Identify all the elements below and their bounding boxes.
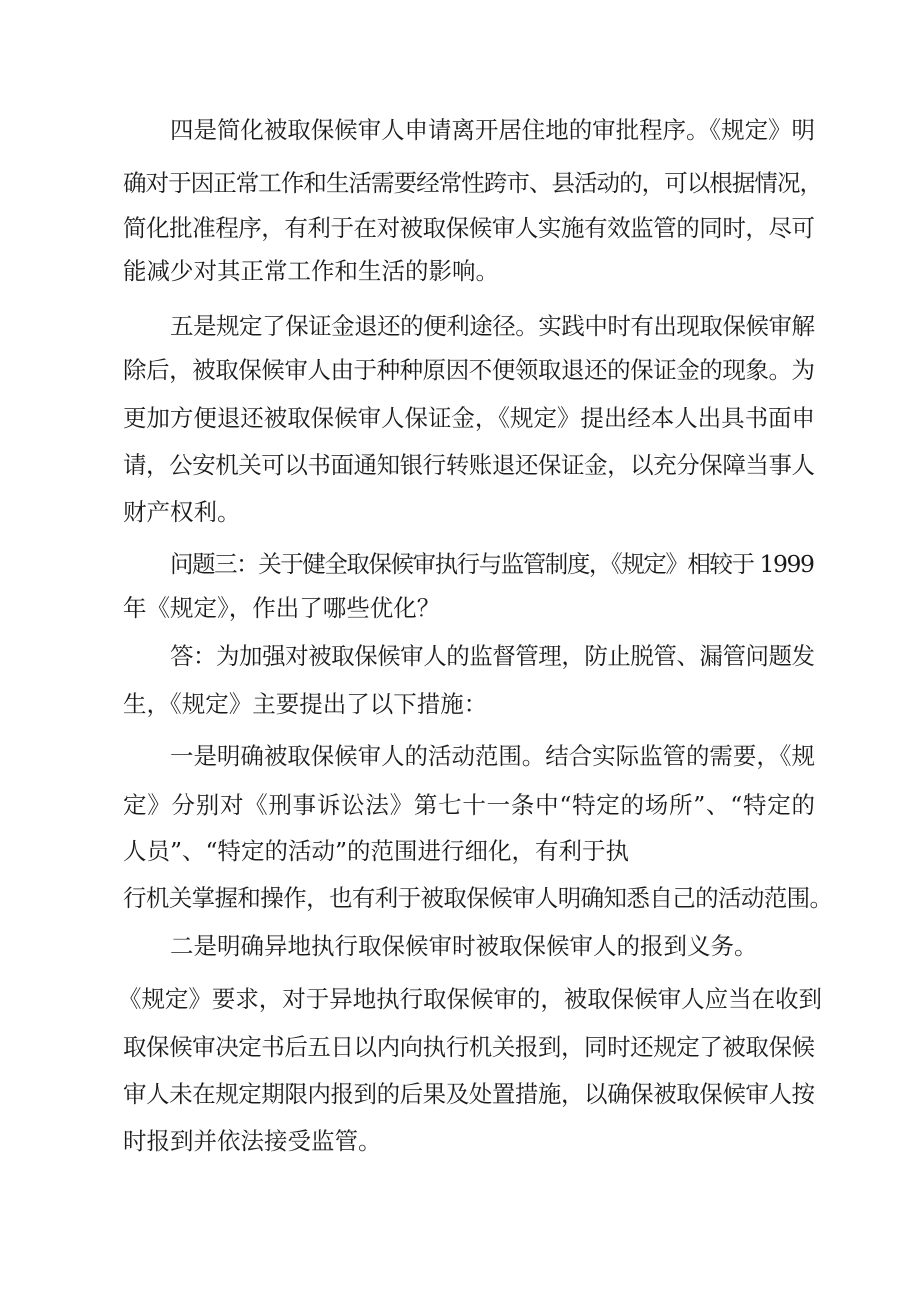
text-line: 时报到并依法接受监管。: [123, 1127, 382, 1155]
text-line: 二是明确异地执行取保候审时被取保候审人的报到义务。: [170, 932, 758, 960]
text-line: 答：为加强对被取保候审人的监督管理，防止脱管、漏管问题发: [170, 642, 815, 670]
text-line: 四是简化被取保候审人申请离开居住地的审批程序。《规定》明: [170, 116, 815, 144]
text-line: 五是规定了保证金退还的便利途径。实践中时有出现取保候审解: [170, 312, 815, 340]
text-line: 更加方便退还被取保候审人保证金，《规定》提出经本人出具书面申: [123, 404, 815, 432]
text-line: 能减少对其正常工作和生活的影响。: [123, 257, 499, 285]
text-line: 行机关掌握和操作，也有利于被取保候审人明确知悉自己的活动范围。: [123, 884, 833, 912]
text-line: 生，《规定》主要提出了以下措施：: [123, 690, 488, 718]
text-line: 请，公安机关可以书面通知银行转账退还保证金，以充分保障当事人: [123, 451, 815, 479]
text-line: 问题三：关于健全取保候审执行与监管制度，《规定》相较于 1999: [170, 550, 814, 578]
text-line: 年《规定》，作出了哪些优化？: [123, 594, 441, 622]
text-line: 一是明确被取保候审人的活动范围。结合实际监管的需要，《规: [170, 742, 815, 770]
text-line: 《规定》要求，对于异地执行取保候审的，被取保候审人应当在收到: [118, 985, 822, 1013]
text-line: 财产权利。: [123, 498, 241, 526]
text-line: 定》分别对《刑事诉讼法》第七十一条中“特定的场所”、“特定的: [123, 791, 816, 819]
text-line: 人员”、“特定的活动”的范围进行细化，有利于执: [123, 837, 630, 865]
text-line: 审人未在规定期限内报到的后果及处置措施，以确保被取保候审人按: [123, 1080, 815, 1108]
text-line: 确对于因正常工作和生活需要经常性跨市、县活动的，可以根据情况，: [123, 169, 823, 197]
text-line: 除后，被取保候审人由于种种原因不便领取退还的保证金的现象。为: [123, 356, 815, 384]
text-line: 简化批准程序，有利于在对被取保候审人实施有效监管的同时，尽可: [123, 214, 815, 242]
text-line: 取保候审决定书后五日以内向执行机关报到，同时还规定了被取保候: [123, 1033, 815, 1061]
